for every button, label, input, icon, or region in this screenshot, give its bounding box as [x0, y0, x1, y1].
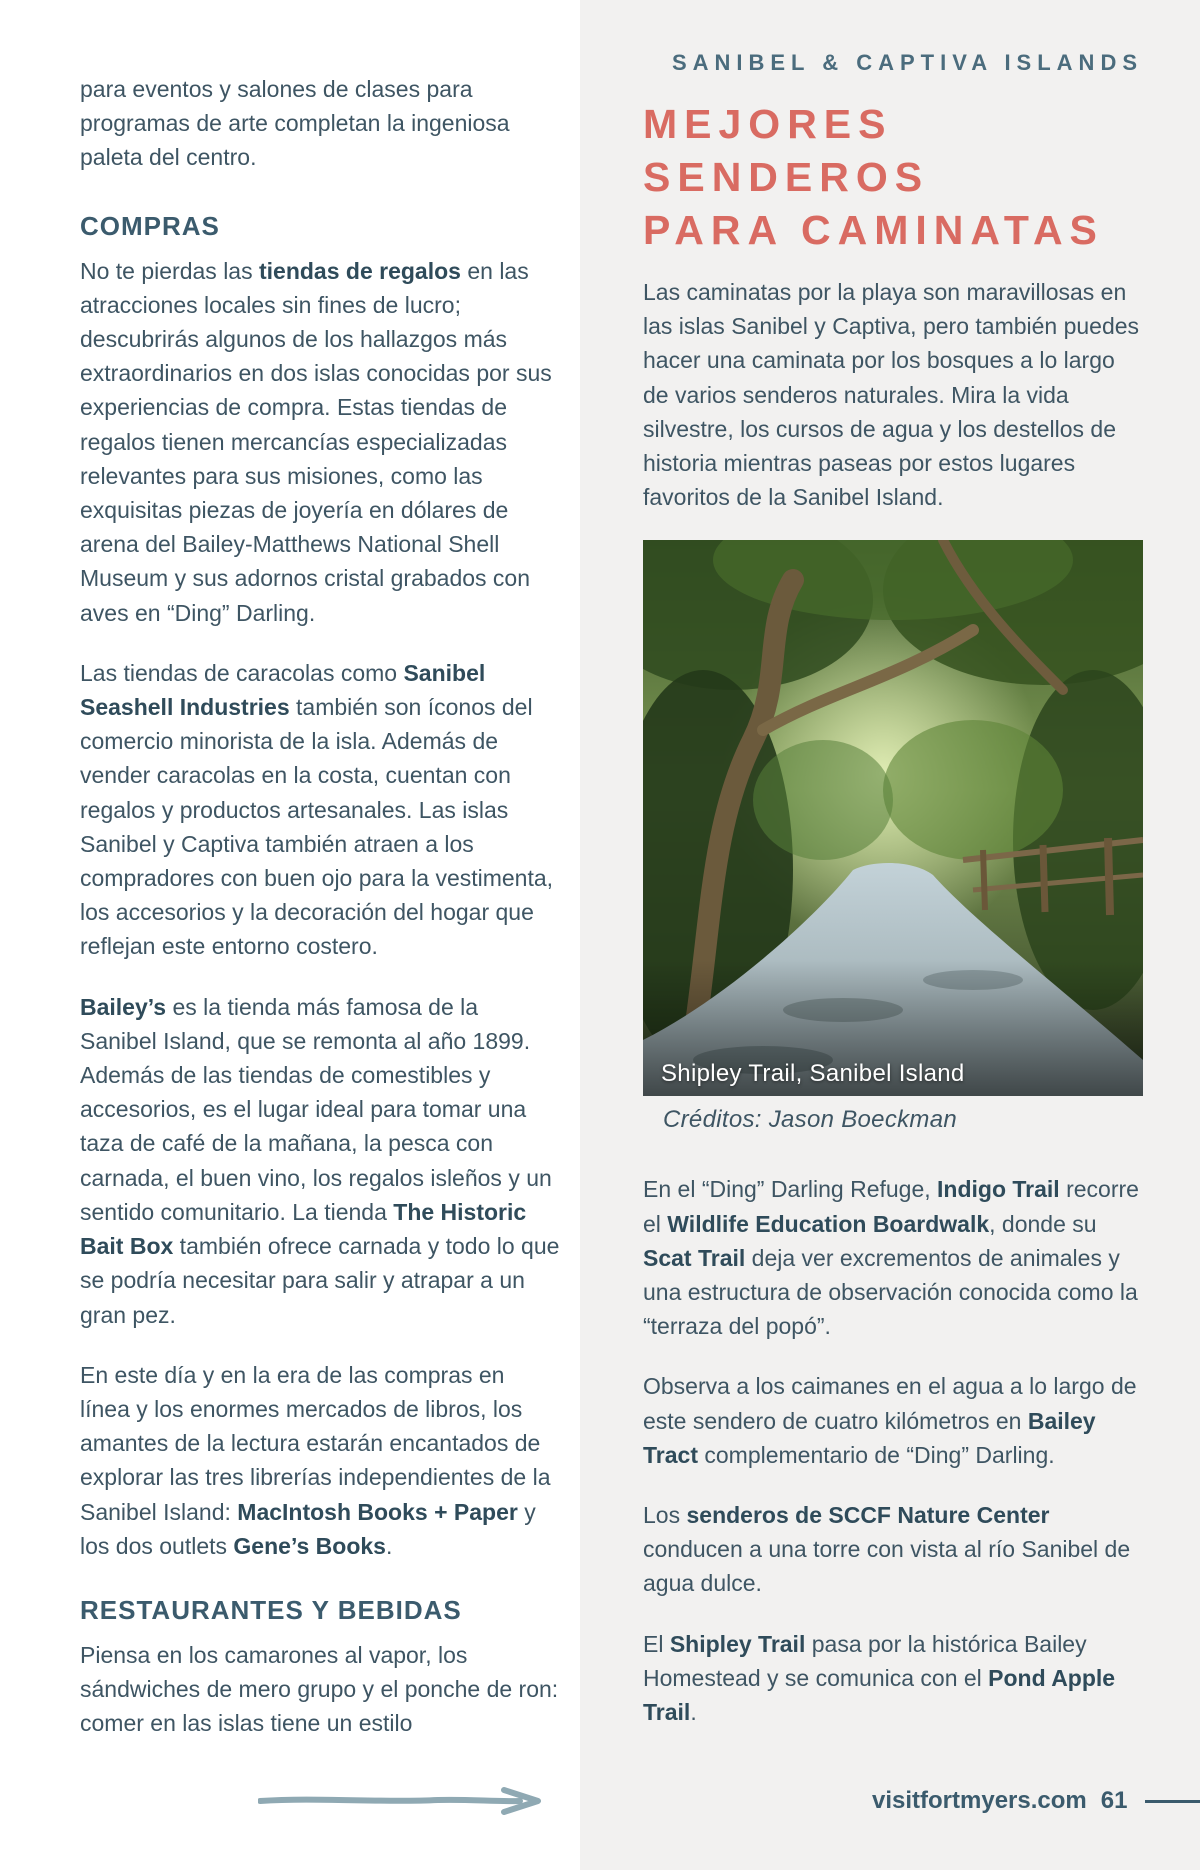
text-run: No te pierdas las	[80, 257, 259, 284]
left-column	[80, 72, 560, 1741]
bold-highlight: senderos de SCCF Nature Center	[686, 1502, 1050, 1529]
text-run: .	[690, 1699, 697, 1726]
text-run: deja ver excrementos de animales y una estructura de observación conocida como la “terraza del popó”.	[643, 1244, 1138, 1340]
bold-highlight: The Historic Bait Box	[80, 1198, 527, 1260]
paragraph-indigo-trail	[643, 1172, 1143, 1343]
text-run: .	[385, 1532, 393, 1559]
text-run: Observa a los caimanes en el agua a lo largo de este sendero de cuatro kilómetros en	[643, 1373, 1137, 1434]
text-run: Los	[643, 1502, 687, 1529]
paragraph-shipley-trail	[643, 1627, 1143, 1730]
bold-highlight: tiendas de regalos	[258, 257, 461, 284]
headline-line-1: MEJORES SENDEROS	[643, 101, 930, 200]
bold-highlight: Shipley Trail	[669, 1630, 806, 1657]
bold-highlight: Pond Apple Trail	[643, 1664, 1116, 1726]
text-run: pasa por la histórica Bailey Homestead y se comunica con el	[643, 1630, 1087, 1691]
bold-highlight: Bailey Tract	[643, 1407, 1096, 1468]
paragraph-restaurants	[80, 1638, 560, 1741]
footer-url: visitfortmyers.com	[872, 1787, 1087, 1814]
right-column	[643, 50, 1143, 1729]
paragraph-trails-intro	[643, 275, 1143, 514]
bold-highlight: MacIntosh Books + Paper	[237, 1498, 518, 1525]
bold-highlight: Indigo Trail	[937, 1176, 1060, 1203]
paragraph-bailey-tract	[643, 1369, 1143, 1472]
text-run: también ofrece carnada y todo lo que se podría necesitar para salir y atrapar a un gran pez.	[80, 1233, 560, 1328]
text-run: recorre el	[643, 1176, 1139, 1237]
text-run: Las caminatas por la playa son maravillosas en las islas Sanibel y Captiva, pero también puedes hacer una caminata por los bosques a lo largo de varios senderos naturales. Mira la vida silvestre, los cursos de agua y los destellos de historia mientras paseas por estos lugares favoritos de la Sanibel Island.	[643, 279, 1140, 511]
paragraph-gift-shops	[80, 254, 560, 630]
text-run: El	[643, 1630, 670, 1657]
text-run: y los dos outlets	[80, 1498, 536, 1559]
paragraph-intro-continued	[80, 72, 560, 175]
bold-highlight: Sanibel Seashell Industries	[80, 659, 486, 721]
trail-list	[643, 1172, 1143, 1729]
paragraph-sccf-nature-center	[643, 1498, 1143, 1601]
paragraph-baileys	[80, 990, 560, 1332]
text-run: En el “Ding” Darling Refuge,	[643, 1176, 938, 1203]
photo-caption: Shipley Trail, Sanibel Island	[661, 1060, 965, 1088]
text-run: conducen a una torre con vista al río Sanibel de agua dulce.	[643, 1536, 1131, 1597]
text-run: En este día y en la era de las compras en línea y los enormes mercados de libros, los amantes de la lectura estarán encantados de explorar las tres librerías independientes de la Sanibel Island:	[80, 1361, 551, 1525]
section-heading-restaurantes: RESTAURANTES Y BEBIDAS	[80, 1594, 462, 1625]
text-run: es la tienda más famosa de la Sanibel Island, que se remonta al año 1899. Además de las tiendas de comestibles y accesorios, es el lugar ideal para tomar una taza de café de la mañana, la pesca con carnada, el buen vino, los regalos isleños y un sentido comunitario. La tienda	[80, 993, 552, 1225]
page-number: 61	[1100, 1787, 1128, 1814]
headline-line-2: PARA CAMINATAS	[643, 207, 1104, 253]
text-run: complementario de “Ding” Darling.	[697, 1441, 1055, 1468]
text-run: Las tiendas de caracolas como	[80, 659, 404, 686]
trail-photo	[643, 540, 1143, 1096]
bold-highlight: Bailey’s	[80, 993, 167, 1020]
page-footer	[872, 1787, 1200, 1815]
text-run: Piensa en los camarones al vapor, los sándwiches de mero grupo y el ponche de ron: comer en las islas tiene un estilo	[80, 1641, 559, 1737]
bold-highlight: Wildlife Education Boardwalk	[667, 1210, 990, 1237]
bold-highlight: Gene’s Books	[233, 1532, 386, 1559]
section-heading-compras: COMPRAS	[80, 210, 220, 241]
paragraph-bookstores	[80, 1358, 560, 1563]
paragraph-shell-shops	[80, 656, 560, 964]
bold-highlight: Scat Trail	[643, 1244, 746, 1271]
continue-arrow-icon	[258, 1785, 543, 1815]
section-kicker: SANIBEL & CAPTIVA ISLANDS	[671, 50, 1143, 75]
text-run: en las atracciones locales sin fines de lucro; descubrirás algunos de los hallazgos más extraordinarios en dos islas conocidas por sus experiencias de compra. Estas tiendas de regalos tienen mercancías especializadas relevantes para sus misiones, como las exquisitas piezas de joyería en dólares de arena del Bailey-Matthews National Shell Museum y sus adornos cristal grabados con aves en “Ding” Darling.	[80, 257, 552, 626]
page-headline	[643, 98, 1143, 257]
photo-credit: Créditos: Jason Boeckman	[663, 1106, 958, 1134]
text-run: también son íconos del comercio minorista de la isla. Además de vender caracolas en la costa, cuentan con regalos y productos artesanales. Las islas Sanibel y Captiva también atraen a los compradores con buen ojo para la vestimenta, los accesorios y la decoración del hogar que reflejan este entorno costero.	[80, 694, 554, 960]
text-run: , donde su	[989, 1210, 1097, 1237]
footer-rule	[1145, 1800, 1200, 1803]
trail-photo-image	[643, 540, 1143, 1096]
text-run: para eventos y salones de clases para programas de arte completan la ingeniosa paleta del centro.	[80, 76, 510, 171]
